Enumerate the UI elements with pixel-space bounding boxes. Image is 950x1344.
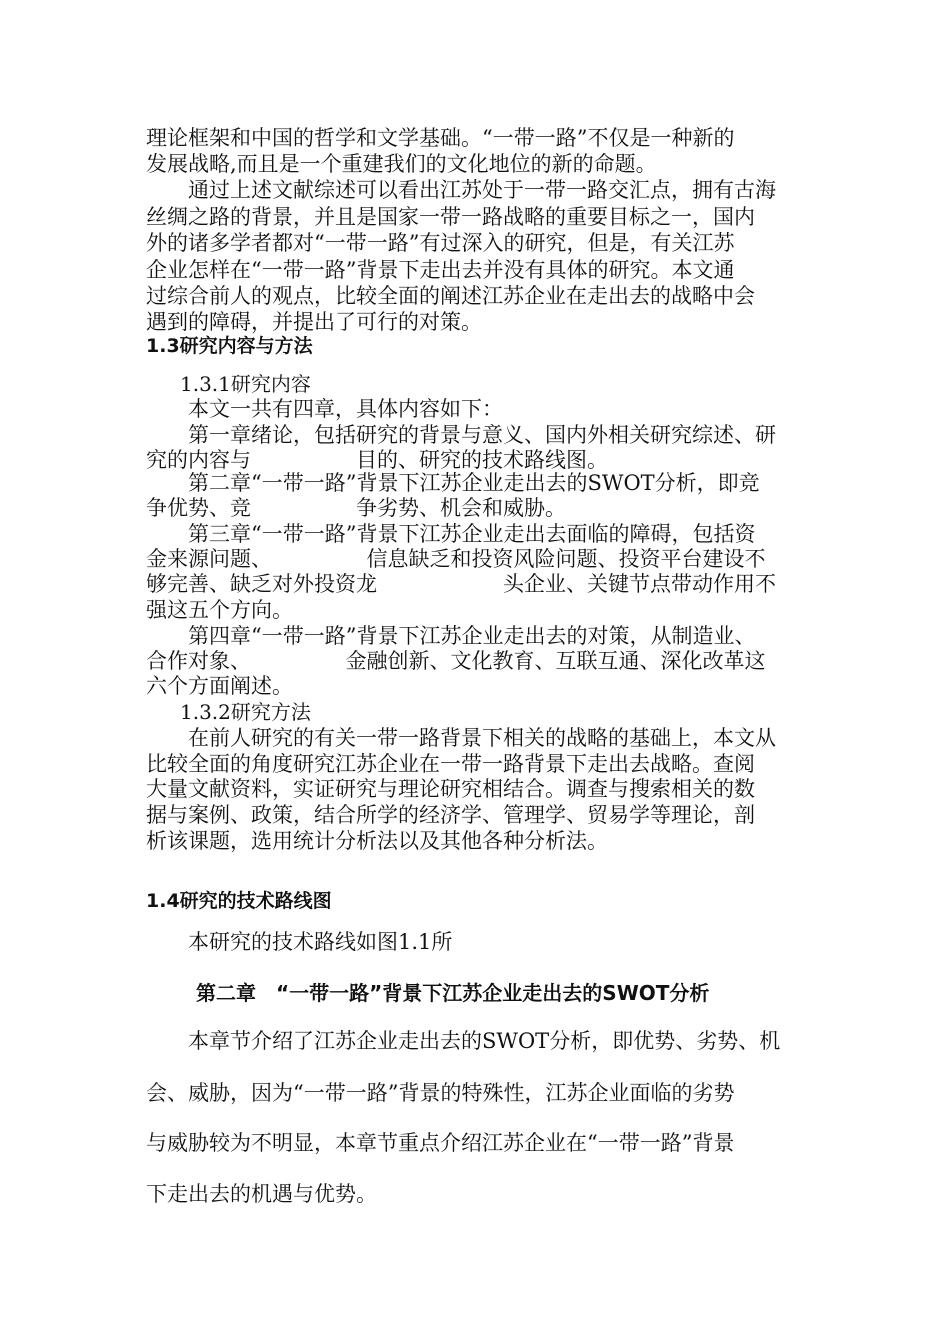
text-line: 第一章绪论，包括研究的背景与意义、国内外相关研究综述、研 [146,423,776,447]
text-line: 过综合前人的观点，比较全面的阐述江苏企业在走出去的战略中会 [146,284,755,308]
text-line: 企业怎样在“一带一路”背景下走出去并没有具体的研究。本文通 [146,258,735,282]
text-line: 通过上述文献综述可以看出江苏处于一带一路交汇点，拥有古海 [146,178,776,202]
chapter-title: 第二章 “一带一路”背景下江苏企业走出去的SWOT分析 [196,981,710,1005]
subsection-heading: 1.3.1研究内容 [180,372,311,396]
text-line: 下走出去的机遇与优势。 [146,1182,377,1206]
text-line: 遇到的障碍，并提出了可行的对策。 [146,310,482,334]
subsection-heading: 1.3.2研究方法 [180,700,311,724]
text-line: 丝绸之路的背景，并且是国家一带一路战略的重要目标之一，国内 [146,205,755,229]
text-line: 第四章“一带一路”背景下江苏企业走出去的对策，从制造业、 [146,624,756,648]
text-line: 理论框架和中国的哲学和文学基础。“一带一路”不仅是一种新的 [146,126,735,150]
section-heading: 1.4研究的技术路线图 [146,890,332,912]
text-line: 发展战略,而且是一个重建我们的文化地位的新的命题。 [146,152,657,176]
text-line: 本章节介绍了江苏企业走出去的SWOT分析，即优势、劣势、机 [146,1029,781,1053]
text-line: 六个方面阐述。 [146,674,293,698]
text-line: 在前人研究的有关一带一路背景下相关的战略的基础上，本文从 [146,726,776,750]
text-line: 究的内容与 目的、研究的技术路线图。 [146,448,608,472]
text-line: 大量文献资料，实证研究与理论研究相结合。调查与搜索相关的数 [146,777,755,801]
section-heading: 1.3研究内容与方法 [146,335,313,357]
text-line: 比较全面的角度研究江苏企业在一带一路背景下走出去战略。查阅 [146,752,755,776]
text-line: 据与案例、政策，结合所学的经济学、管理学、贸易学等理论，剖 [146,803,755,827]
text-line: 第二章“一带一路”背景下江苏企业走出去的SWOT分析，即竞 [146,471,760,495]
text-line: 本文一共有四章，具体内容如下： [146,397,503,421]
text-line: 析该课题，选用统计分析法以及其他各种分析法。 [146,829,608,853]
text-line: 本研究的技术路线如图1.1所 [146,930,453,954]
text-line: 争优势、竞 争劣势、机会和威胁。 [146,496,566,520]
text-line: 第三章“一带一路”背景下江苏企业走出去面临的障碍，包括资 [146,522,756,546]
text-line: 金来源问题、 信息缺乏和投资风险问题、投资平台建设不 [146,547,766,571]
text-line: 够完善、缺乏对外投资龙 头企业、关键节点带动作用不 [146,572,776,596]
text-line: 强这五个方向。 [146,598,293,622]
text-line: 外的诸多学者都对“一带一路”有过深入的研究，但是，有关江苏 [146,231,735,255]
text-line: 合作对象、 金融创新、文化教育、互联互通、深化改革这 [146,649,766,673]
text-line: 与威胁较为不明显，本章节重点介绍江苏企业在“一带一路”背景 [146,1131,735,1155]
text-line: 会、威胁，因为“一带一路”背景的特殊性，江苏企业面临的劣势 [146,1081,735,1105]
